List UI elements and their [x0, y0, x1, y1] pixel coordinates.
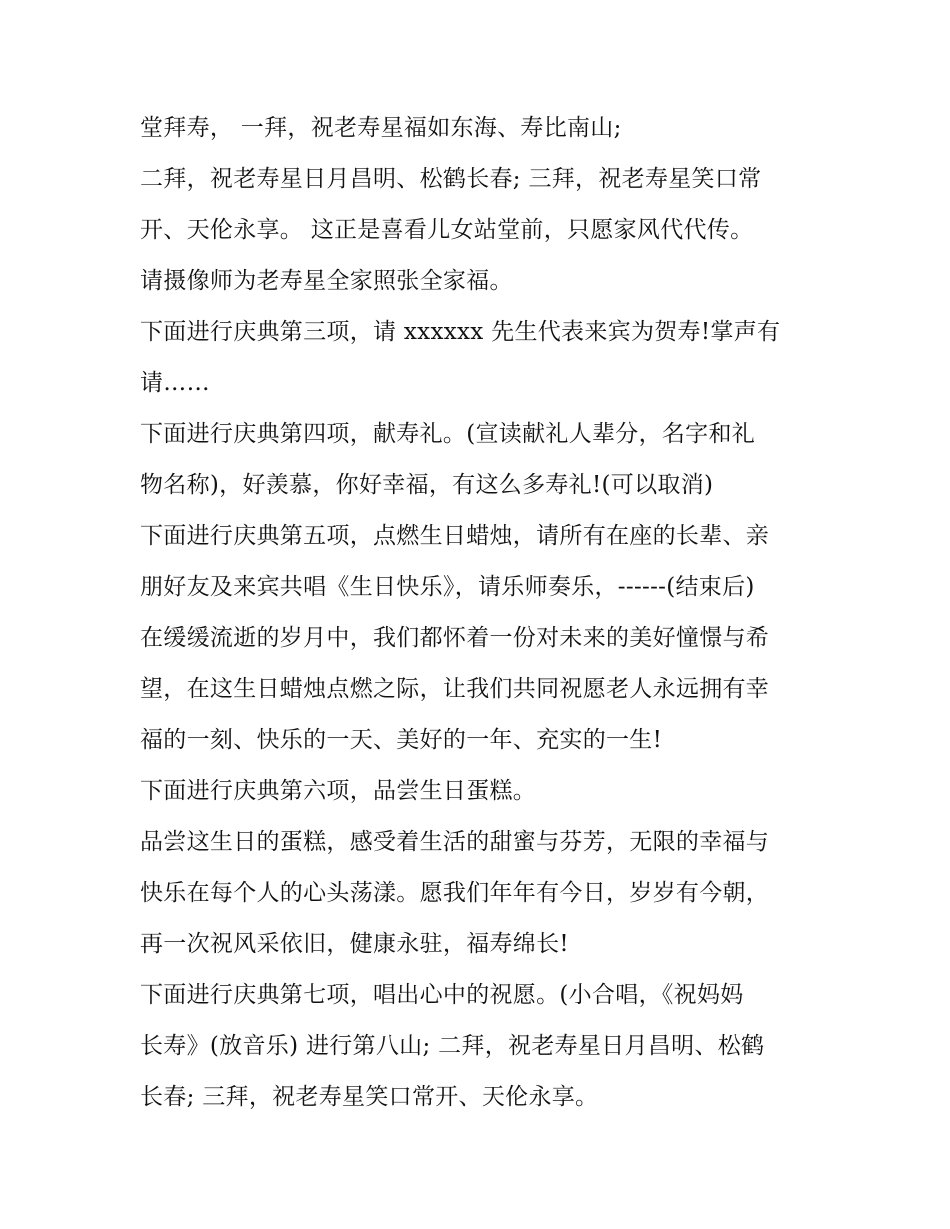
- text-line: 长春; 三拜，祝老寿星笑口常开、天伦永享。: [140, 1084, 599, 1110]
- text-line: 品尝这生日的蛋糕，感受着生活的甜蜜与芬芳，无限的幸福与: [140, 829, 770, 855]
- text-line: 下面进行庆典第六项，品尝生日蛋糕。: [140, 778, 537, 804]
- text-line: 长寿》(放音乐) 进行第八山; 二拜，祝老寿星日月昌明、松鹤: [140, 1033, 765, 1059]
- text-line: 下面进行庆典第七项，唱出心中的祝愿。(小合唱，《祝妈妈: [140, 982, 744, 1008]
- text-line: 下面进行庆典第四项，献寿礼。(宣读献礼人辈分，名字和礼: [140, 421, 756, 447]
- text-line: 再一次祝风采依旧，健康永驻，福寿绵长!: [140, 931, 569, 957]
- text-line: 物名称)，好羡慕，你好幸福，有这么多寿礼!(可以取消): [140, 472, 714, 498]
- text-line: 请……: [140, 370, 210, 396]
- text-line: 下面进行庆典第三项，请 xxxxxx 先生代表来宾为贺寿!掌声有: [140, 319, 781, 345]
- text-line: 下面进行庆典第五项，点燃生日蜡烛，请所有在座的长辈、亲: [140, 523, 770, 549]
- text-line: 朋好友及来宾共唱《生日快乐》，请乐师奏乐，------(结束后): [140, 574, 755, 600]
- text-line: 在缓缓流逝的岁月中，我们都怀着一份对未来的美好憧憬与希: [140, 625, 770, 651]
- text-line: 请摄像师为老寿星全家照张全家福。: [140, 268, 513, 294]
- text-line: 二拜，祝老寿星日月昌明、松鹤长春; 三拜，祝老寿星笑口常: [140, 166, 762, 192]
- text-line: 望，在这生日蜡烛点燃之际，让我们共同祝愿老人永远拥有幸: [140, 676, 770, 702]
- text-line: 快乐在每个人的心头荡漾。愿我们年年有今日，岁岁有今朝，: [140, 880, 770, 906]
- text-line: 堂拜寿， 一拜，祝老寿星福如东海、寿比南山;: [140, 115, 622, 141]
- document-body: [140, 103, 820, 1123]
- text-line: 开、天伦永享。 这正是喜看儿女站堂前，只愿家风代代传。: [140, 217, 754, 243]
- text-line: 福的一刻、快乐的一天、美好的一年、充实的一生!: [140, 727, 663, 753]
